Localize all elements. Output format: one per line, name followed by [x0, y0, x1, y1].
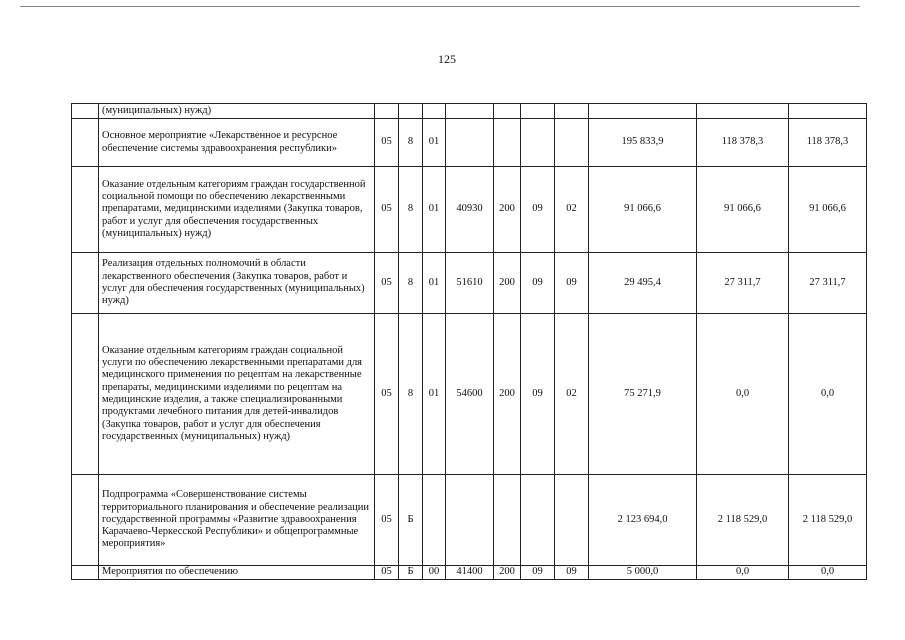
budget-table	[71, 103, 867, 580]
row-number-cell	[72, 253, 99, 314]
code-cell-1: 05	[375, 314, 399, 475]
table-row	[72, 253, 867, 314]
amount-cell-1: 75 271,9	[589, 314, 697, 475]
amount-cell-1: 91 066,6	[589, 167, 697, 253]
code-cell-6	[521, 475, 555, 566]
row-name-cell: Подпрограмма «Совершенствование системы территориального планирования и обеспечение реализации государственной программы «Развитие здравоохранения Карачаево-Черкесской Республики» и общепрограммные мероприятия»	[99, 475, 375, 566]
amount-cell-3: 0,0	[789, 566, 867, 580]
code-cell-4	[446, 475, 494, 566]
amount-cell-3: 27 311,7	[789, 253, 867, 314]
code-cell-7	[555, 104, 589, 119]
amount-cell-1: 195 833,9	[589, 119, 697, 167]
page-number: 125	[438, 52, 456, 66]
amount-cell-1: 5 000,0	[589, 566, 697, 580]
code-cell-2: 8	[399, 167, 423, 253]
code-cell-2: Б	[399, 475, 423, 566]
code-cell-5	[494, 104, 521, 119]
amount-cell-2: 2 118 529,0	[697, 475, 789, 566]
amount-cell-2: 118 378,3	[697, 119, 789, 167]
code-cell-7: 09	[555, 566, 589, 580]
amount-cell-3	[789, 104, 867, 119]
table-row	[72, 566, 867, 580]
row-number-cell	[72, 104, 99, 119]
code-cell-3	[423, 475, 446, 566]
code-cell-1	[375, 104, 399, 119]
amount-cell-3: 91 066,6	[789, 167, 867, 253]
table-row	[72, 104, 867, 119]
amount-cell-2: 27 311,7	[697, 253, 789, 314]
row-number-cell	[72, 119, 99, 167]
row-name-cell: Реализация отдельных полномочий в области лекарственного обеспечения (Закупка товаров, работ и услуг для обеспечения государственных (муниципальных) нужд)	[99, 253, 375, 314]
code-cell-3: 01	[423, 314, 446, 475]
code-cell-1: 05	[375, 475, 399, 566]
code-cell-1: 05	[375, 167, 399, 253]
code-cell-6: 09	[521, 253, 555, 314]
code-cell-6	[521, 119, 555, 167]
code-cell-1: 05	[375, 566, 399, 580]
code-cell-6: 09	[521, 167, 555, 253]
code-cell-6: 09	[521, 314, 555, 475]
code-cell-3: 00	[423, 566, 446, 580]
code-cell-5: 200	[494, 167, 521, 253]
code-cell-5	[494, 119, 521, 167]
table-row	[72, 475, 867, 566]
code-cell-7: 02	[555, 167, 589, 253]
amount-cell-2: 0,0	[697, 566, 789, 580]
code-cell-6: 09	[521, 566, 555, 580]
amount-cell-3: 0,0	[789, 314, 867, 475]
row-name-cell: Основное мероприятие «Лекарственное и ресурсное обеспечение системы здравоохранения республики»	[99, 119, 375, 167]
table-body	[72, 104, 867, 580]
amount-cell-2	[697, 104, 789, 119]
top-rule	[20, 6, 860, 7]
row-name-cell: (муниципальных) нужд)	[99, 104, 375, 119]
code-cell-2: 8	[399, 314, 423, 475]
code-cell-2	[399, 104, 423, 119]
code-cell-5: 200	[494, 566, 521, 580]
row-name-cell: Мероприятия по обеспечению	[99, 566, 375, 580]
row-number-cell	[72, 475, 99, 566]
row-number-cell	[72, 167, 99, 253]
amount-cell-1	[589, 104, 697, 119]
code-cell-3: 01	[423, 119, 446, 167]
row-number-cell	[72, 566, 99, 580]
code-cell-5	[494, 475, 521, 566]
table-row	[72, 167, 867, 253]
code-cell-5: 200	[494, 253, 521, 314]
amount-cell-3: 2 118 529,0	[789, 475, 867, 566]
code-cell-2: 8	[399, 253, 423, 314]
code-cell-4: 51610	[446, 253, 494, 314]
code-cell-3	[423, 104, 446, 119]
code-cell-3: 01	[423, 253, 446, 314]
code-cell-7	[555, 475, 589, 566]
code-cell-5: 200	[494, 314, 521, 475]
code-cell-4: 40930	[446, 167, 494, 253]
amount-cell-1: 2 123 694,0	[589, 475, 697, 566]
row-name-cell: Оказание отдельным категориям граждан государственной социальной помощи по обеспечению лекарственными препаратами, медицинскими изделиями (Закупка товаров, работ и услуг для обеспечения государственных (муниципальных) нужд)	[99, 167, 375, 253]
amount-cell-2: 0,0	[697, 314, 789, 475]
code-cell-7: 02	[555, 314, 589, 475]
code-cell-2: Б	[399, 566, 423, 580]
amount-cell-1: 29 495,4	[589, 253, 697, 314]
table-row	[72, 314, 867, 475]
row-name-cell: Оказание отдельным категориям граждан социальной услуги по обеспечению лекарственными препаратами для медицинского применения по рецептам на лекарственные препараты, медицинскими изделиями по рецептам на медицинские изделия, а также специализированными продуктами лечебного питания для детей-инвалидов (Закупка товаров, работ и услуг для обеспечения государственных (муниципальных) нужд)	[99, 314, 375, 475]
code-cell-4	[446, 104, 494, 119]
code-cell-3: 01	[423, 167, 446, 253]
code-cell-7	[555, 119, 589, 167]
amount-cell-2: 91 066,6	[697, 167, 789, 253]
amount-cell-3: 118 378,3	[789, 119, 867, 167]
code-cell-4	[446, 119, 494, 167]
code-cell-4: 41400	[446, 566, 494, 580]
code-cell-4: 54600	[446, 314, 494, 475]
code-cell-1: 05	[375, 253, 399, 314]
code-cell-2: 8	[399, 119, 423, 167]
table-row	[72, 119, 867, 167]
row-number-cell	[72, 314, 99, 475]
code-cell-6	[521, 104, 555, 119]
code-cell-7: 09	[555, 253, 589, 314]
code-cell-1: 05	[375, 119, 399, 167]
